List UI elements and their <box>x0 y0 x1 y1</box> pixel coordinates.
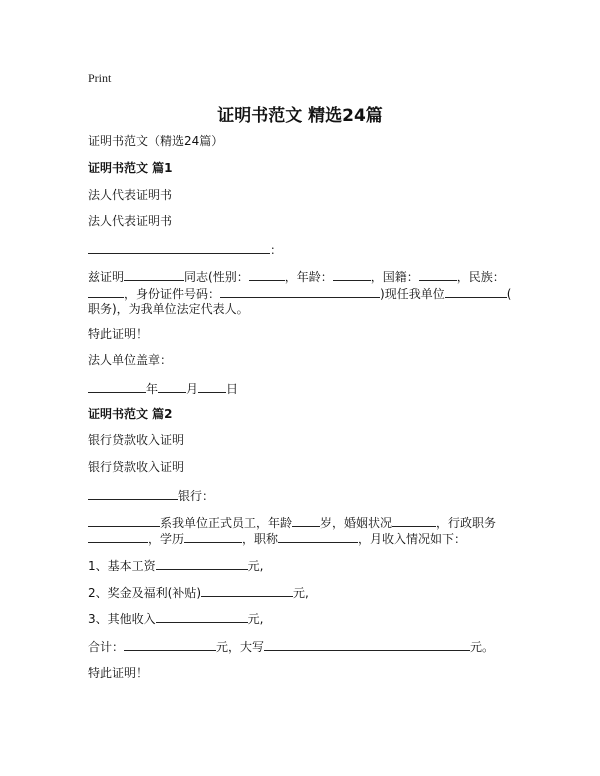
blank-field <box>264 638 470 651</box>
section1-paragraph-line-2: ，身份证件号码： )现任我单位 ( <box>88 285 511 302</box>
section2-item-2: 2、奖金及福利(补贴) 元, <box>88 586 309 600</box>
blank-field <box>392 514 436 527</box>
blank-field <box>249 268 285 281</box>
blank-field <box>333 268 371 281</box>
blank-field <box>88 241 270 254</box>
blank-field <box>88 487 178 500</box>
section2-total: 合计： 元，大写 元。 <box>88 640 495 654</box>
blank-field <box>88 285 124 298</box>
section2-paragraph-line-2: ，学历 ，职称 ，月收入情况如下： <box>88 530 466 547</box>
section2-item-3: 3、其他收入 元, <box>88 612 264 626</box>
section1-line-1: 法人代表证明书 <box>88 188 173 202</box>
section1-paragraph-line-1: 兹证明 同志(性别： ，年龄： ，国籍： ，民族： <box>88 270 505 284</box>
blank-field <box>419 268 457 281</box>
colon-text: ： <box>270 243 283 257</box>
blank-field <box>220 285 380 298</box>
section1-seal: 法人单位盖章： <box>88 353 173 367</box>
section1-paragraph-line-3: 职务)，为我单位法定代表人。 <box>88 302 249 316</box>
blank-field <box>445 285 507 298</box>
blank-field <box>198 380 226 393</box>
blank-field <box>124 268 184 281</box>
blank-field <box>156 557 248 570</box>
section2-line-2: 银行贷款收入证明 <box>88 460 185 474</box>
blank-field <box>156 610 248 623</box>
section1-line-2: 法人代表证明书 <box>88 214 173 228</box>
section-heading-1: 证明书范文 篇1 <box>88 161 173 175</box>
blank-field <box>158 380 186 393</box>
blank-field <box>88 514 160 527</box>
page-title: 证明书范文 精选24篇 <box>217 106 383 126</box>
section-heading-2: 证明书范文 篇2 <box>88 407 173 421</box>
blank-field <box>201 584 293 597</box>
section1-name-line <box>88 241 282 258</box>
blank-field <box>184 530 242 543</box>
section2-bank-line: 银行： <box>88 487 214 504</box>
blank-field <box>124 638 216 651</box>
section2-special: 特此证明！ <box>88 666 149 680</box>
blank-field <box>278 530 358 543</box>
blank-field <box>88 380 146 393</box>
section2-paragraph-line-1: 系我单位正式员工，年龄 岁，婚姻状况 ，行政职务 <box>88 514 496 531</box>
blank-field <box>88 530 148 543</box>
print-link[interactable]: Print <box>88 71 112 85</box>
section2-line-1: 银行贷款收入证明 <box>88 433 185 447</box>
section1-special: 特此证明！ <box>88 327 149 341</box>
subtitle: 证明书范文（精选24篇） <box>88 134 224 148</box>
blank-field <box>292 514 320 527</box>
section2-item-1: 1、基本工资 元, <box>88 559 264 573</box>
section1-date: 年 月 日 <box>88 380 238 397</box>
